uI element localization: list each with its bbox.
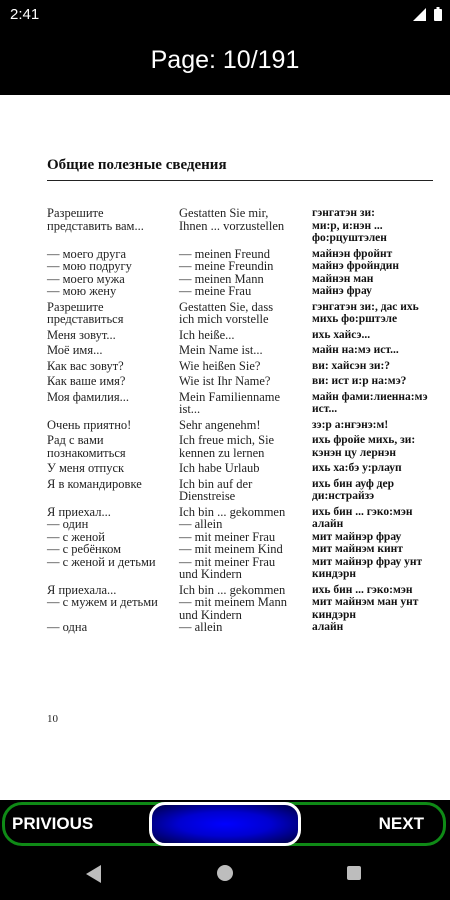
table-row bbox=[47, 207, 433, 248]
status-bar bbox=[0, 0, 450, 30]
back-icon[interactable] bbox=[86, 865, 102, 883]
german-cell: Ich heiße... bbox=[179, 327, 235, 342]
german-cell: Gestatten Sie, dass ich mich vorstelle bbox=[179, 299, 274, 326]
transcription-cell: ихь хайсэ... bbox=[312, 328, 371, 341]
table-row bbox=[47, 462, 433, 478]
printed-page-number: 10 bbox=[47, 713, 58, 725]
app-header bbox=[0, 30, 450, 95]
battery-icon bbox=[434, 7, 442, 21]
transcription-cell: ви: хайсэн зи:? bbox=[312, 359, 391, 372]
russian-cell: Разрешите представить вам... bbox=[47, 206, 144, 233]
german-cell: Wie heißen Sie? bbox=[179, 358, 261, 373]
heading-rule bbox=[47, 180, 433, 181]
table-row bbox=[47, 478, 433, 506]
transcription-cell: гэнгатэн зи: ми:р, и:нэн ... фо:рцуштэлен bbox=[312, 207, 387, 244]
russian-cell: Меня зовут... bbox=[47, 327, 116, 342]
transcription-cell: ихь бин ... гэко:мэн алайн мит майнэр фрау мит майнэм кинт мит майнэр фрау унт киндэрн bbox=[312, 505, 423, 580]
next-button[interactable]: NEXT bbox=[378, 814, 424, 833]
transcription-cell: ви: ист и:р на:мэ? bbox=[312, 375, 407, 387]
bottom-nav-bar bbox=[0, 800, 450, 848]
german-cell: Wie ist Ihr Name? bbox=[179, 374, 271, 388]
section-heading: Общие полезные сведения bbox=[47, 157, 227, 173]
table-row bbox=[47, 584, 433, 637]
table-row bbox=[47, 375, 433, 391]
home-icon[interactable] bbox=[217, 865, 233, 881]
german-cell: Gestatten Sie mir, Ihnen ... vorzustellen bbox=[179, 206, 285, 233]
german-cell: Ich freue mich, Sie kennen zu lernen bbox=[179, 433, 275, 460]
table-row bbox=[47, 419, 433, 435]
transcription-cell: зэ:р а:нгэнэ:м! bbox=[312, 418, 389, 431]
table-row bbox=[47, 434, 433, 462]
russian-cell: Рад с вами познакомиться bbox=[47, 433, 126, 460]
table-row bbox=[47, 329, 433, 345]
german-cell: Ich bin ... gekommen — allein — mit meiner Frau — mit meinem Kind — mit meiner Frau und Kindern bbox=[179, 504, 286, 581]
document-page[interactable] bbox=[0, 95, 450, 800]
german-cell: Mein Familienname ist... bbox=[179, 389, 281, 416]
status-icons bbox=[413, 7, 442, 21]
table-row bbox=[47, 344, 433, 360]
transcription-cell: майн фами:лиенна:мэ ист... bbox=[312, 390, 428, 415]
russian-cell: — моего друга — мою подругу — моего мужа — мою жену bbox=[47, 246, 132, 298]
status-time: 2:41 bbox=[10, 6, 40, 23]
german-cell: Ich habe Urlaub bbox=[179, 461, 260, 475]
transcription-cell: ихь фройе михь, зи: кэнэн цу лернэн bbox=[312, 434, 416, 459]
russian-cell: Моя фамилия... bbox=[47, 389, 129, 404]
russian-cell: У меня отпуск bbox=[47, 461, 125, 475]
german-cell: Sehr angenehm! bbox=[179, 417, 261, 432]
table-row bbox=[47, 391, 433, 419]
transcription-cell: гэнгатэн зи:, дас ихь михь фо:рштэлe bbox=[312, 300, 419, 325]
transcription-cell: ихь ха:бэ у:рлауп bbox=[312, 462, 402, 474]
german-cell: Ich bin ... gekommen — mit meinem Mann und Kindern — allein bbox=[179, 582, 287, 634]
german-cell: — meinen Freund — meine Freundin — meinen Mann — meine Frau bbox=[179, 246, 274, 298]
russian-cell: Разрешите представиться bbox=[47, 299, 124, 326]
russian-cell: Как вас зовут? bbox=[47, 358, 124, 373]
phrase-table bbox=[47, 207, 433, 637]
russian-cell: Моё имя... bbox=[47, 343, 103, 357]
table-row bbox=[47, 301, 433, 329]
transcription-cell: майн на:мэ ист... bbox=[312, 344, 399, 356]
russian-cell: Я приехала... — с мужем и детьми — одна bbox=[47, 582, 158, 634]
german-cell: Ich bin auf der Dienstreise bbox=[179, 476, 253, 503]
page-title: Page: 10/191 bbox=[150, 46, 300, 74]
previous-button[interactable]: PRIVIOUS bbox=[12, 814, 94, 833]
table-row bbox=[47, 248, 433, 301]
german-cell: Mein Name ist... bbox=[179, 343, 263, 357]
table-row bbox=[47, 360, 433, 376]
transcription-cell: ихь бин ауф дер ди:нстрайзэ bbox=[312, 477, 394, 502]
transcription-cell: ихь бин ... гэко:мэн мит майнэм ман унт киндэрн алайн bbox=[312, 583, 419, 633]
russian-cell: Я в командировке bbox=[47, 476, 142, 491]
russian-cell: Я приехал... — один — с женой — с ребёнком — с женой и детьми bbox=[47, 504, 156, 569]
signal-icon bbox=[413, 8, 426, 21]
table-row bbox=[47, 506, 433, 584]
recents-icon[interactable] bbox=[347, 866, 361, 880]
russian-cell: Очень приятно! bbox=[47, 417, 132, 432]
system-nav-bar bbox=[0, 848, 450, 900]
russian-cell: Как ваше имя? bbox=[47, 374, 126, 388]
center-button[interactable] bbox=[149, 802, 301, 846]
transcription-cell: майнэн фройнт майнэ фройндин майнэн ман майнэ фрау bbox=[312, 247, 400, 297]
